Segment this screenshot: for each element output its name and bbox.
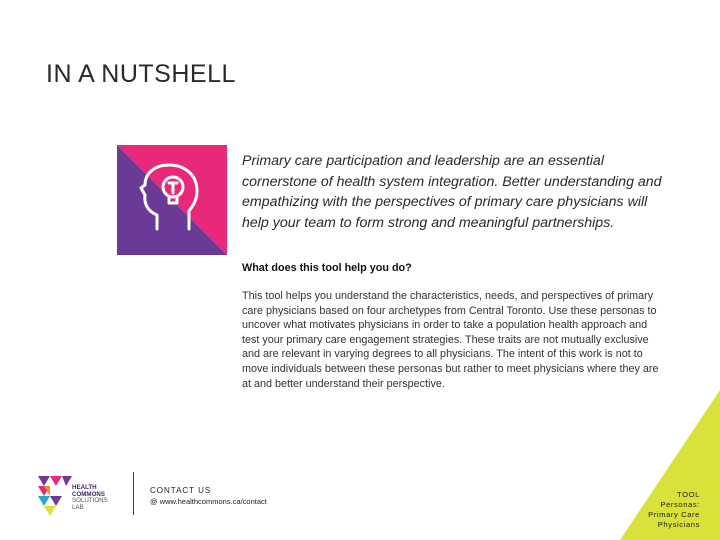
tool-label-line: Primary Care bbox=[648, 510, 700, 519]
logo-line: COMMONS bbox=[72, 490, 105, 498]
body-text: This tool helps you understand the characteristics, needs, and perspectives of primary care physicians based on four archetypes from Central Toronto. Use these personas to uncover what motivates physicians in order to take a population health approach and test your primary care engagement strategies. These traits are not mutually exclusive and are relevant in varying degrees to all physicians. The intent of this work is not to move individuals between these personas but rather to meet physicians where they are at and better understand their perspective. bbox=[242, 290, 659, 390]
head-lightbulb-icon bbox=[117, 145, 227, 255]
logo-mark bbox=[36, 472, 72, 516]
logo-wordmark bbox=[72, 485, 108, 511]
logo-line: LAB bbox=[72, 503, 84, 511]
tool-label-line: Personas: bbox=[660, 500, 700, 509]
hero-tile bbox=[117, 145, 227, 255]
intro-text: Primary care participation and leadership are an essential cornerstone of health system integration. Better understanding and empathizing with the perspectives of primary care physicians will help your team to form strong and meaningful partnerships. bbox=[242, 153, 662, 231]
tool-label-line: Physicians bbox=[657, 520, 700, 529]
section-heading: What does this tool help you do? bbox=[242, 262, 412, 274]
tool-label-line: TOOL bbox=[677, 490, 700, 499]
contact-heading: CONTACT US bbox=[150, 486, 212, 495]
logo-line: SOLUTIONS bbox=[72, 497, 108, 505]
contact-link[interactable]: @ www.healthcommons.ca/contact bbox=[150, 497, 267, 506]
logo-line: HEALTH bbox=[72, 484, 97, 491]
page-title: IN A NUTSHELL bbox=[46, 60, 236, 88]
tool-label bbox=[610, 490, 700, 530]
footer-divider bbox=[133, 472, 134, 515]
